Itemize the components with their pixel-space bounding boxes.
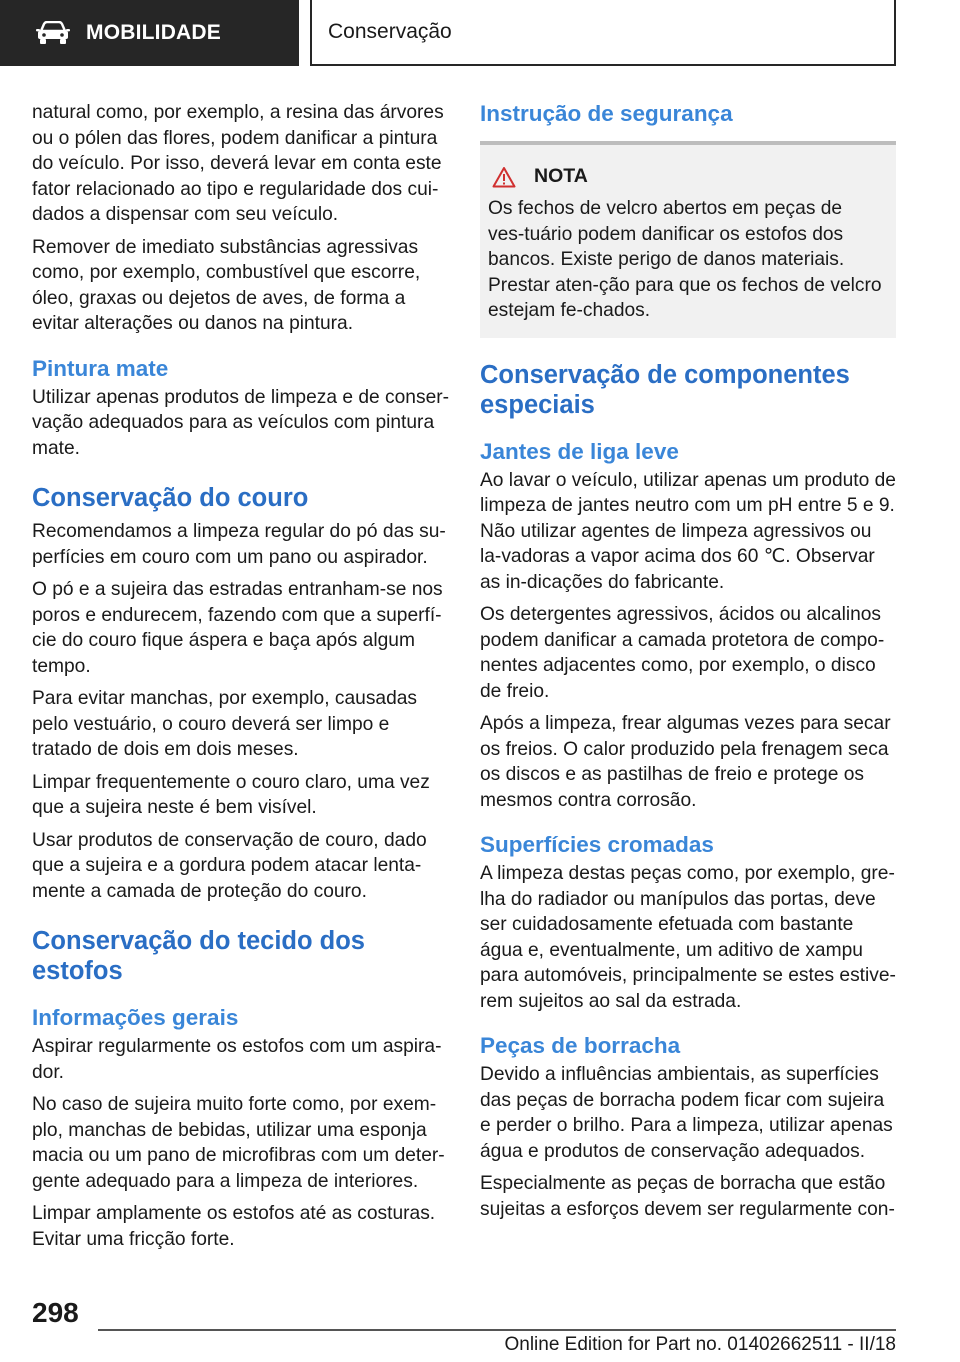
heading-pintura-mate: Pintura mate: [32, 355, 169, 381]
heading-conservacao-tecido: Conservação do tecido dos estofos: [32, 927, 365, 985]
paragraph: Ao lavar o veículo, utilizar apenas um produto de limpeza de jantes neutro com um pH entre 5 e 9. Não utilizar agentes de limpeza agressivos ou la-vadoras a vapor acima dos 60 ℃. Observar as in-dicações do fabricante.: [480, 469, 896, 593]
page-number: 298: [32, 1297, 79, 1328]
heading-superficies-cromadas: Superfícies cromadas: [480, 832, 714, 857]
heading-conservacao-componentes: Conservação de componentes especiais: [480, 360, 850, 419]
note-text: Os fechos de velcro abertos em peças de ves-tuário podem danificar os estofos dos bancos. Existe perigo de danos materiais. Prestar aten-ção para que os fechos de velcro estejam fe-chados.: [488, 198, 882, 321]
paragraph: A limpeza destas peças como, por exemplo, gre-lha do radiador ou manípulos das portas, deve ser cuidadosamente efetuada com bastante água e, eventualmente, um aditivo de xampu para automóveis, principalmente se estes estive-rem sujeitos ao sal da estrada.: [480, 863, 896, 1012]
warning-triangle-icon: [492, 166, 516, 188]
paragraph: Limpar frequentemente o couro claro, uma vez que a sujeira neste é bem visível.: [32, 771, 430, 818]
heading-informacoes-gerais: Informações gerais: [32, 1005, 239, 1030]
heading-instrucao-seguranca: Instrução de segurança: [480, 101, 733, 126]
note-label: NOTA: [534, 165, 588, 187]
edition-note: Online Edition for Part no. 01402662511 - II/18: [504, 1334, 896, 1355]
paragraph: O pó e a sujeira das estradas entranham-se nos poros e endurecem, fazendo com que a superfí-cie do couro fique áspera e baça após algum tempo.: [32, 579, 443, 677]
heading-pecas-borracha: Peças de borracha: [480, 1033, 681, 1058]
paragraph: Recomendamos a limpeza regular do pó das su-perfícies em couro com um pano ou aspirador.: [32, 521, 446, 568]
section-tab: [0, 0, 299, 66]
paragraph: Usar produtos de conservação de couro, dado que a sujeira e a gordura podem atacar lenta-mente a camada de proteção do couro.: [32, 829, 427, 902]
page-header: [0, 0, 960, 66]
right-column: [480, 100, 896, 1229]
heading-jantes-liga-leve: Jantes de liga leve: [480, 438, 679, 464]
paragraph: Os detergentes agressivos, ácidos ou alcalinos podem danificar a camada protetora de compo-nentes adjacentes como, por exemplo, o disco de freio.: [480, 604, 885, 702]
section-label: MOBILIDADE: [86, 21, 221, 44]
paragraph: Devido a influências ambientais, as superfícies das peças de borracha podem ficar com sujeira e perder o brilho. Para a limpeza, utilizar apenas água e produtos de conservação adequados.: [480, 1064, 893, 1162]
chapter-tab: [310, 0, 896, 66]
chapter-title: Conservação: [328, 20, 452, 43]
note-box: [480, 145, 896, 338]
paragraph: Limpar amplamente os estofos até as costuras. Evitar uma fricção forte.: [32, 1203, 436, 1250]
paragraph: natural como, por exemplo, a resina das árvores ou o pólen das flores, podem danificar a pintura do veículo. Por isso, deverá levar em conta este fator relacionado ao tipo e regularidade dos cui-dados a dispensar com seu veículo.: [32, 102, 444, 225]
paragraph: Remover de imediato substâncias agressivas como, por exemplo, combustível que escorre, óleo, graxas ou dejetos de aves, de forma a evitar alterações ou danos na pintura.: [32, 236, 421, 334]
paragraph: No caso de sujeira muito forte como, por exem-plo, manchas de bebidas, utilizar uma esponja macia ou um pano de microfibras com um deter-gente adequado para a limpeza de interiores.: [32, 1094, 445, 1192]
footer-divider: [98, 1329, 896, 1331]
paragraph: Utilizar apenas produtos de limpeza e de conser-vação adequados para as veículos com pintura mate.: [32, 386, 450, 459]
left-column: [32, 100, 450, 1259]
paragraph: Aspirar regularmente os estofos com um aspira-dor.: [32, 1036, 442, 1083]
heading-conservacao-couro: Conservação do couro: [32, 484, 309, 512]
note-title: [488, 165, 882, 188]
paragraph: Para evitar manchas, por exemplo, causadas pelo vestuário, o couro deverá ser limpo e tratado de dois em dois meses.: [32, 688, 418, 760]
car-icon: [36, 21, 70, 45]
paragraph: Após a limpeza, frear algumas vezes para secar os freios. O calor produzido pela frenagem seca os discos e as pastilhas de freio e protege os mesmos contra corrosão.: [480, 713, 891, 811]
paragraph: Especialmente as peças de borracha que estão sujeitas a esforços devem ser regularmente con-: [480, 1173, 895, 1220]
